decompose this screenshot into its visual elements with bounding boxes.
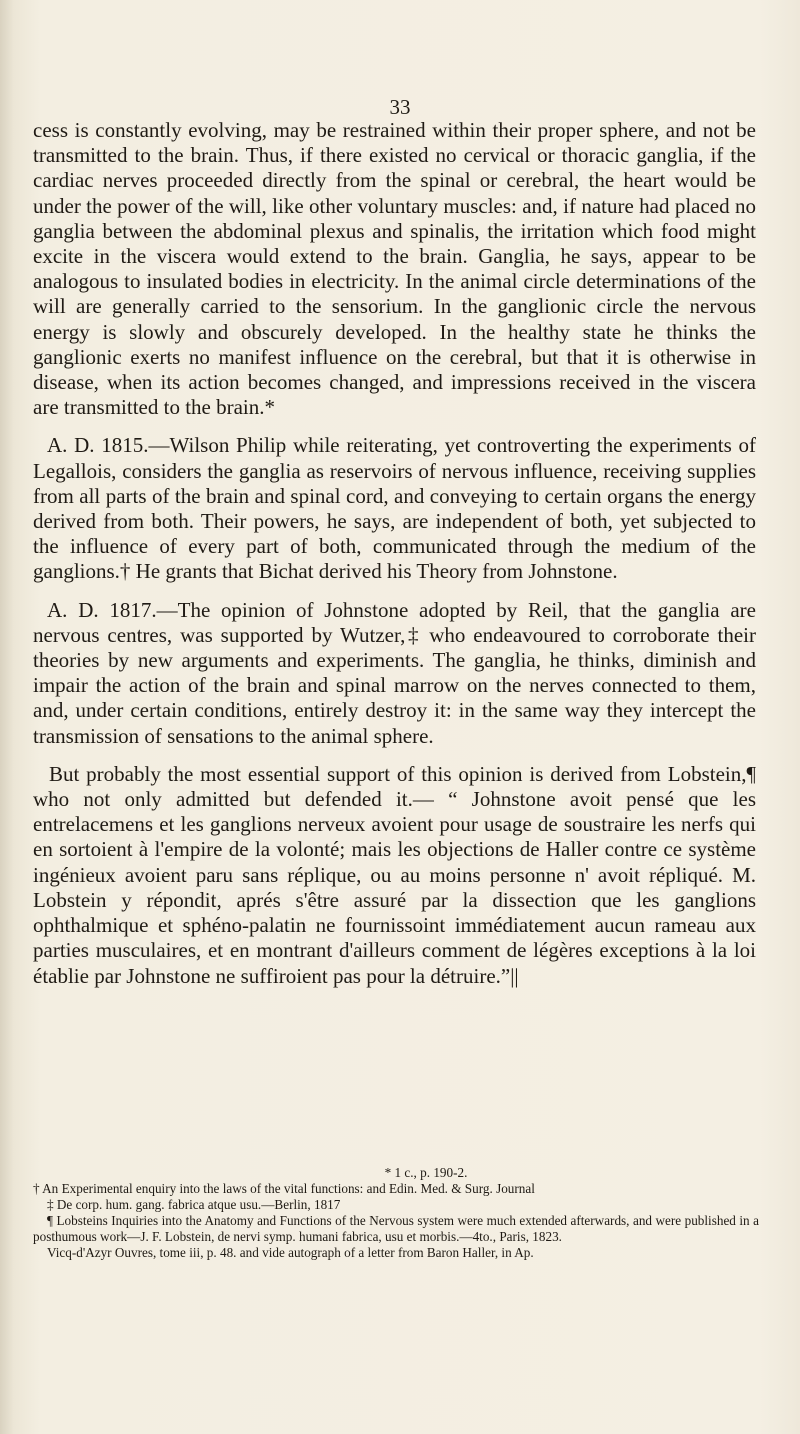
footnote-double-dagger: ‡ De corp. hum. gang. fabrica atque usu.—Berlin, 1817 [47,1197,341,1212]
paragraph-continuation: cess is constantly evolving, may be restrained within their proper sphere, and not be transmitted to the brain. Thus, if there existed no cervical or thoracic ganglia, if the cardiac nerves proceeded directly from the spinal or cerebral, the heart would be under the power of the will, like other voluntary muscles: and, if nature had placed no ganglia between the abdominal plexus and spinalis, the irritation which food might excite in the viscera would extend to the brain. Ganglia, he says, appear to be analogous to insulated bodies in electricity. In the animal circle determinations of the will are generally carried to the sensorium. In the ganglionic circle the nervous energy is slowly and obscurely developed. In the healthy state he thinks the ganglionic exerts no manifest influence on the cerebral, but that it is otherwise in disease, when its action becomes changed, and impressions received in the viscera are transmitted to the brain.* [33,118,756,420]
footnote-pilcrow: ¶ Lobsteins Inquiries into the Anatomy and Functions of the Nervous system were much extended afterwards, and were published in a posthumous work—J. F. Lobstein, de nervi symp. humani fabrica, usu et morbis.—4to., Paris, 1823. [33,1213,759,1244]
paragraph-1815-wilson-philip: A. D. 1815.—Wilson Philip while reiterating, yet controverting the experiments of Legallois, considers the ganglia as reservoirs of nervous influence, receiving supplies from all parts of the brain and spinal cord, and conveying to certain organs the energy derived from both. Their powers, he says, are independent of both, yet subjected to the influence of every part of both, communicated through the medium of the ganglions.† He grants that Bichat derived his Theory from Johnstone. [33,433,756,584]
footnote-dagger: † An Experimental enquiry into the laws of the vital functions: and Edin. Med. & Surg. Journal [33,1181,535,1196]
footnote-star: * 1 c., p. 190-2. [384,1165,468,1180]
main-text [33,118,756,989]
page-number: 33 [389,95,411,119]
footnote-parallel: Vicq-d'Azyr Ouvres, tome iii, p. 48. and vide autograph of a letter from Baron Haller, in Ap. [47,1245,534,1260]
paragraph-1817-wutzer: A. D. 1817.—The opinion of Johnstone adopted by Reil, that the ganglia are nervous centres, was supported by Wutzer,‡ who endeavoured to corroborate their theories by new arguments and experiments. The ganglia, he thinks, diminish and impair the action of the brain and spinal marrow on the nerves connected to them, and, under certain conditions, entirely destroy it: in the same way they intercept the transmission of sensations to the animal sphere. [33,597,756,748]
paragraph-lobstein: But probably the most essential support of this opinion is derived from Lobstein,¶ who not only admitted but defended it.— “ Johnstone avoit pensé que les entrelacemens et les ganglions nerveux avoient pour usage de soustraire les nerfs qui en sortoient à l'empire de la volonté; mais les objections de Haller contre ce système ingénieux avoient paru sans réplique, ou au moins personne n' avoit répliqué. M. Lobstein y répondit, aprés s'être assuré par la dissection que les ganglions ophthalmique et sphéno-palatin ne fournissoint immédiatement aucun rameau aux parties musculaires, et en montrant d'ailleurs comment de légères exceptions à la loi établie par Johnstone ne suffiroient pas pour la détruire.”|| [33,761,756,988]
footnotes [33,1165,759,1261]
